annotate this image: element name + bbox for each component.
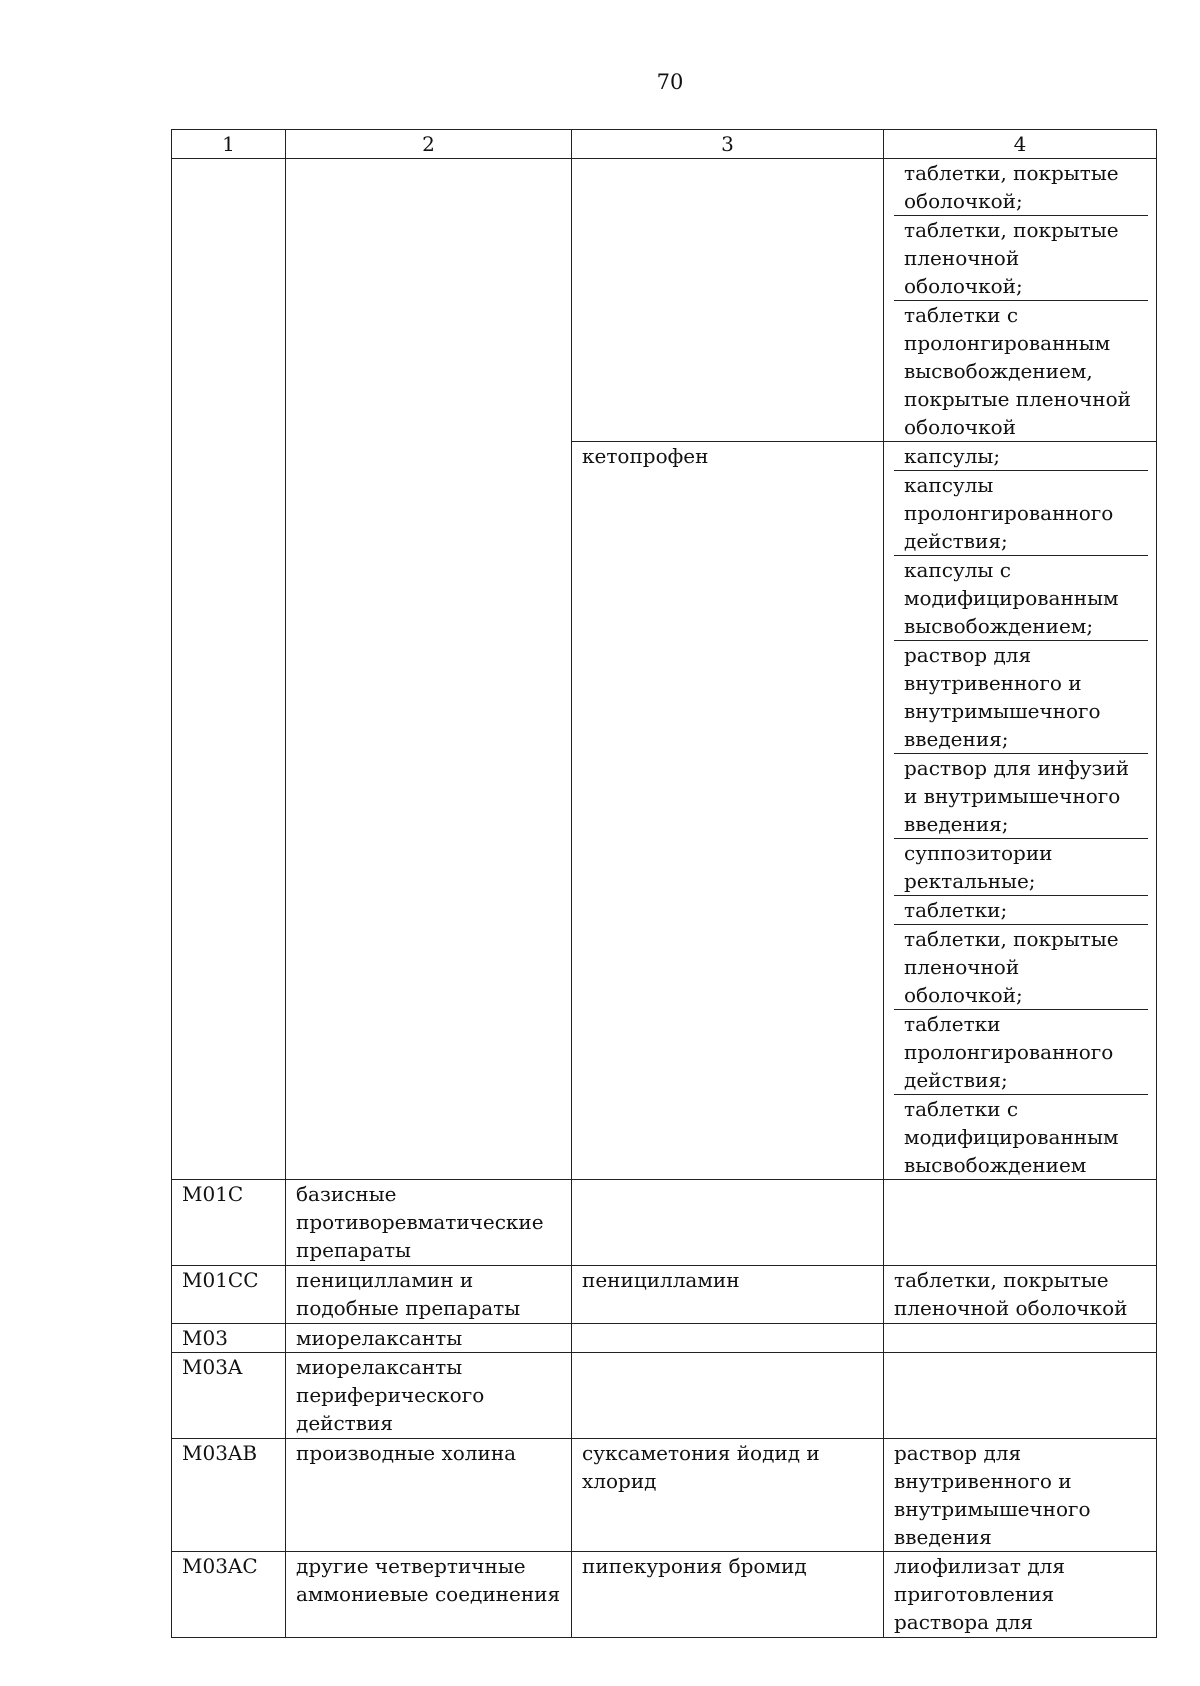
group-cell: базисные противоревматические препараты <box>286 1180 572 1266</box>
form-item: капсулы с модифицированным высвобождением; <box>894 556 1148 641</box>
code-cell: M03A <box>172 1353 286 1439</box>
form-item: суппозитории ректальные; <box>894 839 1148 896</box>
column-header-1: 1 <box>172 130 286 159</box>
drug-cell <box>572 1353 884 1439</box>
form-item: таблетки, покрытые пленочной оболочкой; <box>894 925 1148 1010</box>
form-item: таблетки с пролонгированным высвобождением, покрытые пленочной оболочкой <box>904 303 1131 439</box>
form-item: капсулы пролонгированного действия; <box>894 471 1148 556</box>
form-item: таблетки; <box>894 896 1148 925</box>
form-cell <box>884 159 1157 442</box>
header-row <box>172 130 1157 159</box>
group-cell: пеницилламин и подобные препараты <box>286 1266 572 1324</box>
form-cell <box>884 442 1157 1180</box>
code-cell: M01C <box>172 1180 286 1266</box>
group-cell: производные холина <box>286 1439 572 1552</box>
form-cell <box>884 1353 1157 1439</box>
table-row <box>172 1180 1157 1266</box>
form-cell: раствор для внутривенного и внутримышечного введения <box>884 1439 1157 1552</box>
form-item: капсулы; <box>894 442 1148 471</box>
form-cell: таблетки, покрытые пленочной оболочкой <box>884 1266 1157 1324</box>
table-row <box>172 1552 1157 1638</box>
page-number: 70 <box>656 70 684 94</box>
table-row <box>172 1353 1157 1439</box>
form-cell <box>884 1180 1157 1266</box>
code-cell <box>172 159 286 1180</box>
group-cell <box>286 159 572 1180</box>
drug-cell <box>572 1324 884 1353</box>
form-cell <box>884 1324 1157 1353</box>
column-header-2: 2 <box>286 130 572 159</box>
form-item: раствор для инфузий и внутримышечного введения; <box>894 754 1148 839</box>
table-row <box>172 1324 1157 1353</box>
medication-table <box>171 129 1157 1638</box>
table-row <box>172 159 1157 442</box>
form-item: таблетки с модифицированным высвобождением <box>904 1097 1119 1177</box>
drug-cell: суксаметония йодид и хлорид <box>572 1439 884 1552</box>
table-row <box>172 1266 1157 1324</box>
code-cell: M03AC <box>172 1552 286 1638</box>
form-item: таблетки пролонгированного действия; <box>894 1010 1148 1095</box>
code-cell: M03 <box>172 1324 286 1353</box>
form-cell: лиофилизат для приготовления раствора для <box>884 1552 1157 1638</box>
form-item: таблетки, покрытые пленочной оболочкой; <box>894 216 1148 301</box>
column-header-3: 3 <box>572 130 884 159</box>
code-cell: M01CC <box>172 1266 286 1324</box>
form-item: таблетки, покрытые оболочкой; <box>894 159 1148 216</box>
column-header-4: 4 <box>884 130 1157 159</box>
group-cell: другие четвертичные аммониевые соединения <box>286 1552 572 1638</box>
drug-cell <box>572 159 884 442</box>
drug-cell: пеницилламин <box>572 1266 884 1324</box>
drug-cell: пипекурония бромид <box>572 1552 884 1638</box>
drug-cell: кетопрофен <box>572 442 884 1180</box>
code-cell: M03AB <box>172 1439 286 1552</box>
form-item: раствор для внутривенного и внутримышечного введения; <box>894 641 1148 754</box>
table-row <box>172 1439 1157 1552</box>
group-cell: миорелаксанты периферического действия <box>286 1353 572 1439</box>
drug-cell <box>572 1180 884 1266</box>
group-cell: миорелаксанты <box>286 1324 572 1353</box>
